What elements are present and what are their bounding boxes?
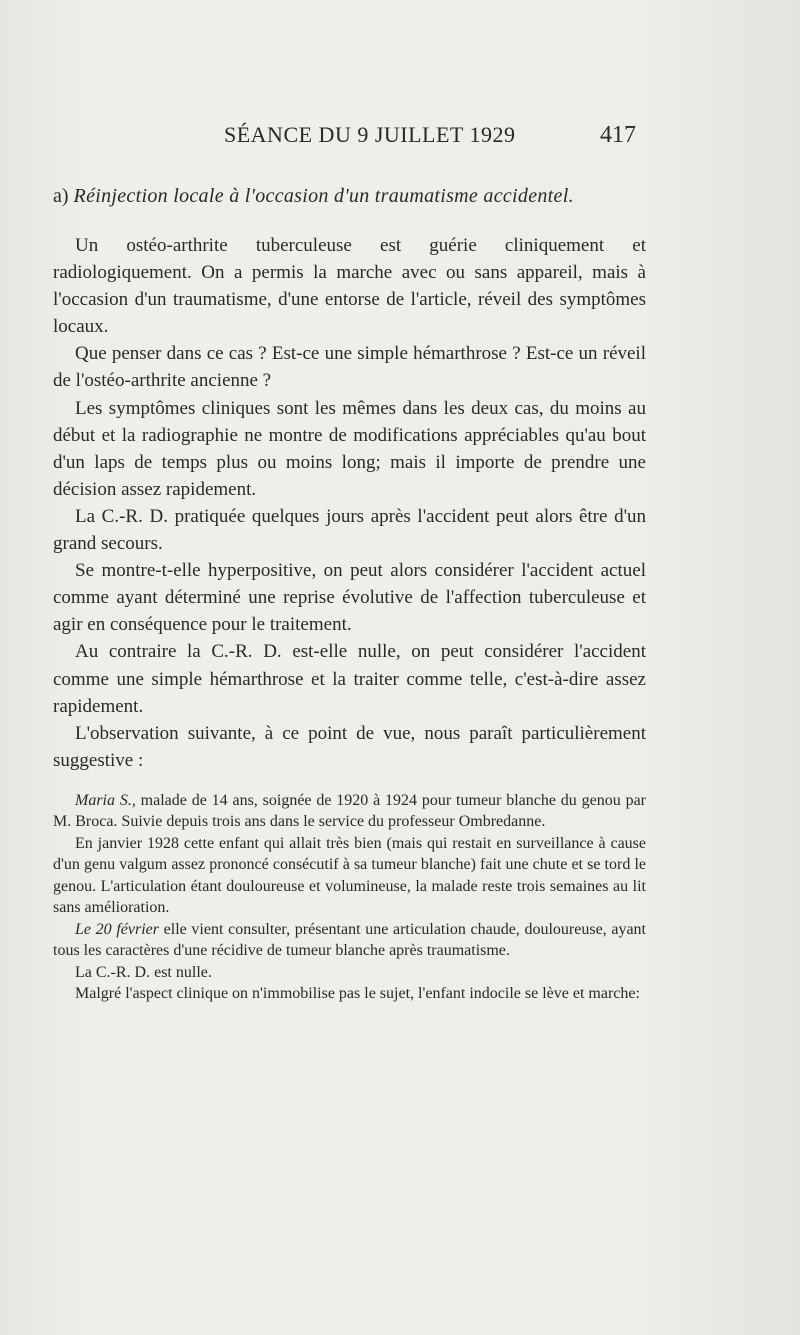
observation-paragraph-1 xyxy=(53,790,646,833)
observation-paragraph-5: Malgré l'aspect clinique on n'immobilise pas le sujet, l'enfant indocile se lève et marche: xyxy=(75,985,640,1003)
page-number: 417 xyxy=(600,122,636,148)
observation-paragraph-4: La C.-R. D. est nulle. xyxy=(75,963,212,981)
section-label: a) xyxy=(53,185,69,207)
observation-block xyxy=(53,790,646,1005)
observation-paragraph-2: En janvier 1928 cette enfant qui allait très bien (mais qui restait en surveillance à cause d'un genu valgum assez prononcé consécutif à sa tumeur blanche) fait une chute et se tord le genou. L'articulation étant douloureuse et volumineuse, la malade reste trois semaines au lit sans amélioration. xyxy=(53,834,646,917)
section-title: Réinjection locale à l'occasion d'un traumatisme accidentel. xyxy=(73,185,574,207)
observation-text-1: , malade de 14 ans, soignée de 1920 à 1924 pour tumeur blanche du genou par M. Broca. Suivie depuis trois ans dans le service du professeur Ombredanne. xyxy=(53,791,647,831)
observation-date: Le 20 février xyxy=(75,920,159,938)
patient-name: Maria S. xyxy=(75,791,132,809)
observation-paragraph-3 xyxy=(53,919,646,962)
paragraph-2: Que penser dans ce cas ? Est-ce une simple hémarthrose ? Est-ce un réveil de l'ostéo-arthrite ancienne ? xyxy=(53,343,646,392)
running-title: SÉANCE DU 9 JUILLET 1929 xyxy=(224,122,516,147)
paragraph-7: L'observation suivante, à ce point de vue, nous paraît particulièrement suggestive : xyxy=(53,722,646,771)
observation-text-3: elle vient consulter, présentant une articulation chaude, douloureuse, ayant tous les caractères d'une récidive de tumeur blanche après traumatisme. xyxy=(53,920,646,960)
paragraph-4: La C.-R. D. pratiquée quelques jours après l'accident peut alors être d'un grand secours. xyxy=(53,505,646,555)
section-heading xyxy=(53,180,646,212)
paragraph-6: Au contraire la C.-R. D. est-elle nulle, on peut considérer l'accident comme une simple hémarthrose et la traiter comme telle, c'est-à-dire assez rapidement. xyxy=(53,641,646,717)
paragraph-1: Un ostéo-arthrite tuberculeuse est guérie cliniquement et radiologiquement. On a permis la marche avec ou sans appareil, mais à l'occasion d'un traumatisme, d'une entorse de l'article, réveil des symptômes locaux. xyxy=(53,235,646,338)
running-header xyxy=(0,118,800,158)
page-body xyxy=(53,180,646,1005)
paragraph-5: Se montre-t-elle hyperpositive, on peut alors considérer l'accident actuel comme ayant déterminé une reprise évolutive de l'affection tuberculeuse et agir en conséquence pour le traitement. xyxy=(53,560,646,636)
paragraph-3: Les symptômes cliniques sont les mêmes dans les deux cas, du moins au début et la radiographie ne montre de modifications appréciables qu'au bout d'un laps de temps plus ou moins long; mais il importe de prendre une décision assez rapidement. xyxy=(53,397,646,500)
